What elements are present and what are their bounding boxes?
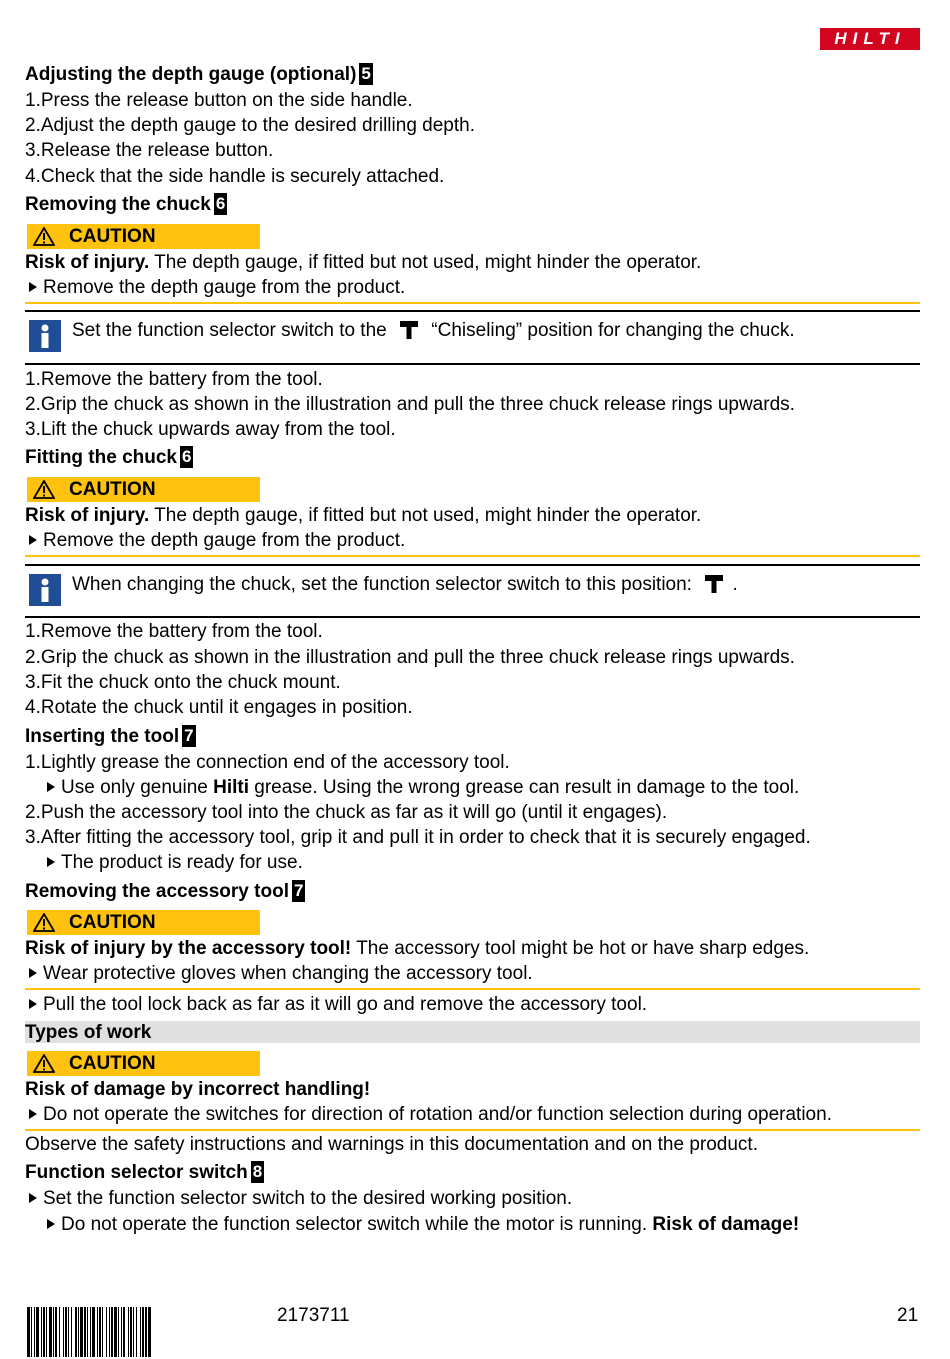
heading-function-selector: Function selector switch 8: [25, 1162, 263, 1183]
figure-ref: 5: [361, 64, 371, 83]
info-icon: [29, 574, 61, 606]
divider: [25, 616, 920, 618]
step: 2.Grip the chuck as shown in the illustration and pull the three chuck release rings upwards.: [25, 394, 795, 415]
divider: [25, 302, 920, 304]
heading-inserting-tool: Inserting the tool 7: [25, 726, 194, 747]
step: 4.Rotate the chuck until it engages in position.: [25, 697, 413, 718]
heading-removing-accessory: Removing the accessory tool 7: [25, 881, 304, 902]
chisel-hammer-icon: [703, 572, 725, 594]
step: 3.After fitting the accessory tool, grip it and pull it in order to check that it is securely engaged.: [25, 827, 811, 848]
triangle-bullet-icon: [29, 282, 37, 292]
divider: [25, 564, 920, 566]
risk-statement: Risk of injury. The depth gauge, if fitted but not used, might hinder the operator.: [25, 252, 702, 273]
step: 1.Lightly grease the connection end of the accessory tool.: [25, 752, 510, 773]
caution-label: CAUTION: [69, 226, 156, 247]
action-item: Pull the tool lock back as far as it will go and remove the accessory tool.: [25, 992, 647, 1017]
action-item: Do not operate the switches for direction of rotation and/or function selection during operation.: [25, 1102, 832, 1127]
sub-action-item: The product is ready for use.: [25, 850, 303, 875]
caution-banner: [27, 477, 260, 502]
triangle-bullet-icon: [47, 782, 55, 792]
heading-fitting-chuck: Fitting the chuck 6: [25, 447, 192, 468]
action-item: Set the function selector switch to the desired working position.: [25, 1186, 572, 1211]
section-header-bar: [25, 1021, 920, 1043]
figure-ref: 7: [184, 726, 194, 745]
divider: [25, 555, 920, 557]
action-item: Remove the depth gauge from the product.: [25, 528, 405, 553]
info-note: When changing the chuck, set the function selector switch to this position: .: [72, 574, 738, 595]
figure-ref: 6: [182, 447, 192, 466]
step: 1.Remove the battery from the tool.: [25, 369, 323, 390]
warning-triangle-icon: [33, 227, 55, 246]
triangle-bullet-icon: [47, 857, 55, 867]
step: 2.Adjust the depth gauge to the desired drilling depth.: [25, 115, 475, 136]
barcode: [27, 1307, 257, 1357]
divider: [25, 988, 920, 990]
heading-removing-chuck: Removing the chuck 6: [25, 194, 226, 215]
figure-ref: 8: [252, 1162, 263, 1181]
action-item: Wear protective gloves when changing the accessory tool.: [25, 961, 533, 986]
caution-label: CAUTION: [69, 1053, 156, 1074]
caution-banner: [27, 224, 260, 249]
info-icon: [29, 320, 61, 352]
step: 3.Release the release button.: [25, 140, 274, 161]
risk-statement: Risk of injury by the accessory tool! The accessory tool might be hot or have sharp edges.: [25, 938, 810, 959]
info-note: Set the function selector switch to the “Chiseling” position for changing the chuck.: [72, 320, 795, 341]
caution-banner: [27, 910, 260, 935]
caution-banner: [27, 1051, 260, 1076]
risk-statement: Risk of damage by incorrect handling!: [25, 1079, 371, 1100]
warning-triangle-icon: [33, 913, 55, 932]
heading-depth-gauge: Adjusting the depth gauge (optional) 5: [25, 64, 371, 85]
risk-statement: Risk of injury. The depth gauge, if fitted but not used, might hinder the operator.: [25, 505, 702, 526]
action-item: Remove the depth gauge from the product.: [25, 275, 405, 300]
triangle-bullet-icon: [29, 1193, 37, 1203]
triangle-bullet-icon: [29, 968, 37, 978]
hilti-logo: HILTI: [820, 28, 920, 50]
triangle-bullet-icon: [29, 999, 37, 1009]
divider: [25, 310, 920, 312]
triangle-bullet-icon: [29, 535, 37, 545]
caution-label: CAUTION: [69, 912, 156, 933]
chisel-hammer-icon: [398, 318, 420, 340]
sub-action-item: Do not operate the function selector switch while the motor is running. Risk of damage!: [25, 1212, 799, 1237]
step: 4.Check that the side handle is securely attached.: [25, 166, 445, 187]
heading-types-of-work: Types of work: [25, 1022, 152, 1043]
figure-ref: 7: [293, 881, 304, 900]
figure-ref: 6: [215, 194, 226, 213]
caution-label: CAUTION: [69, 479, 156, 500]
step: 2.Push the accessory tool into the chuck as far as it will go (until it engages).: [25, 802, 668, 823]
warning-triangle-icon: [33, 1054, 55, 1073]
step: 2.Grip the chuck as shown in the illustration and pull the three chuck release rings upwards.: [25, 647, 795, 668]
triangle-bullet-icon: [47, 1219, 55, 1229]
step: 3.Lift the chuck upwards away from the tool.: [25, 419, 396, 440]
sub-action-item: Use only genuine Hilti grease. Using the wrong grease can result in damage to the tool.: [25, 775, 799, 800]
step: 3.Fit the chuck onto the chuck mount.: [25, 672, 341, 693]
note: Observe the safety instructions and warnings in this documentation and on the product.: [25, 1134, 758, 1155]
step: 1.Remove the battery from the tool.: [25, 621, 323, 642]
triangle-bullet-icon: [29, 1109, 37, 1119]
divider: [25, 1129, 920, 1131]
document-number: 2173711: [277, 1305, 350, 1326]
step: 1.Press the release button on the side handle.: [25, 90, 413, 111]
page-number: 21: [897, 1305, 919, 1326]
divider: [25, 363, 920, 365]
warning-triangle-icon: [33, 480, 55, 499]
